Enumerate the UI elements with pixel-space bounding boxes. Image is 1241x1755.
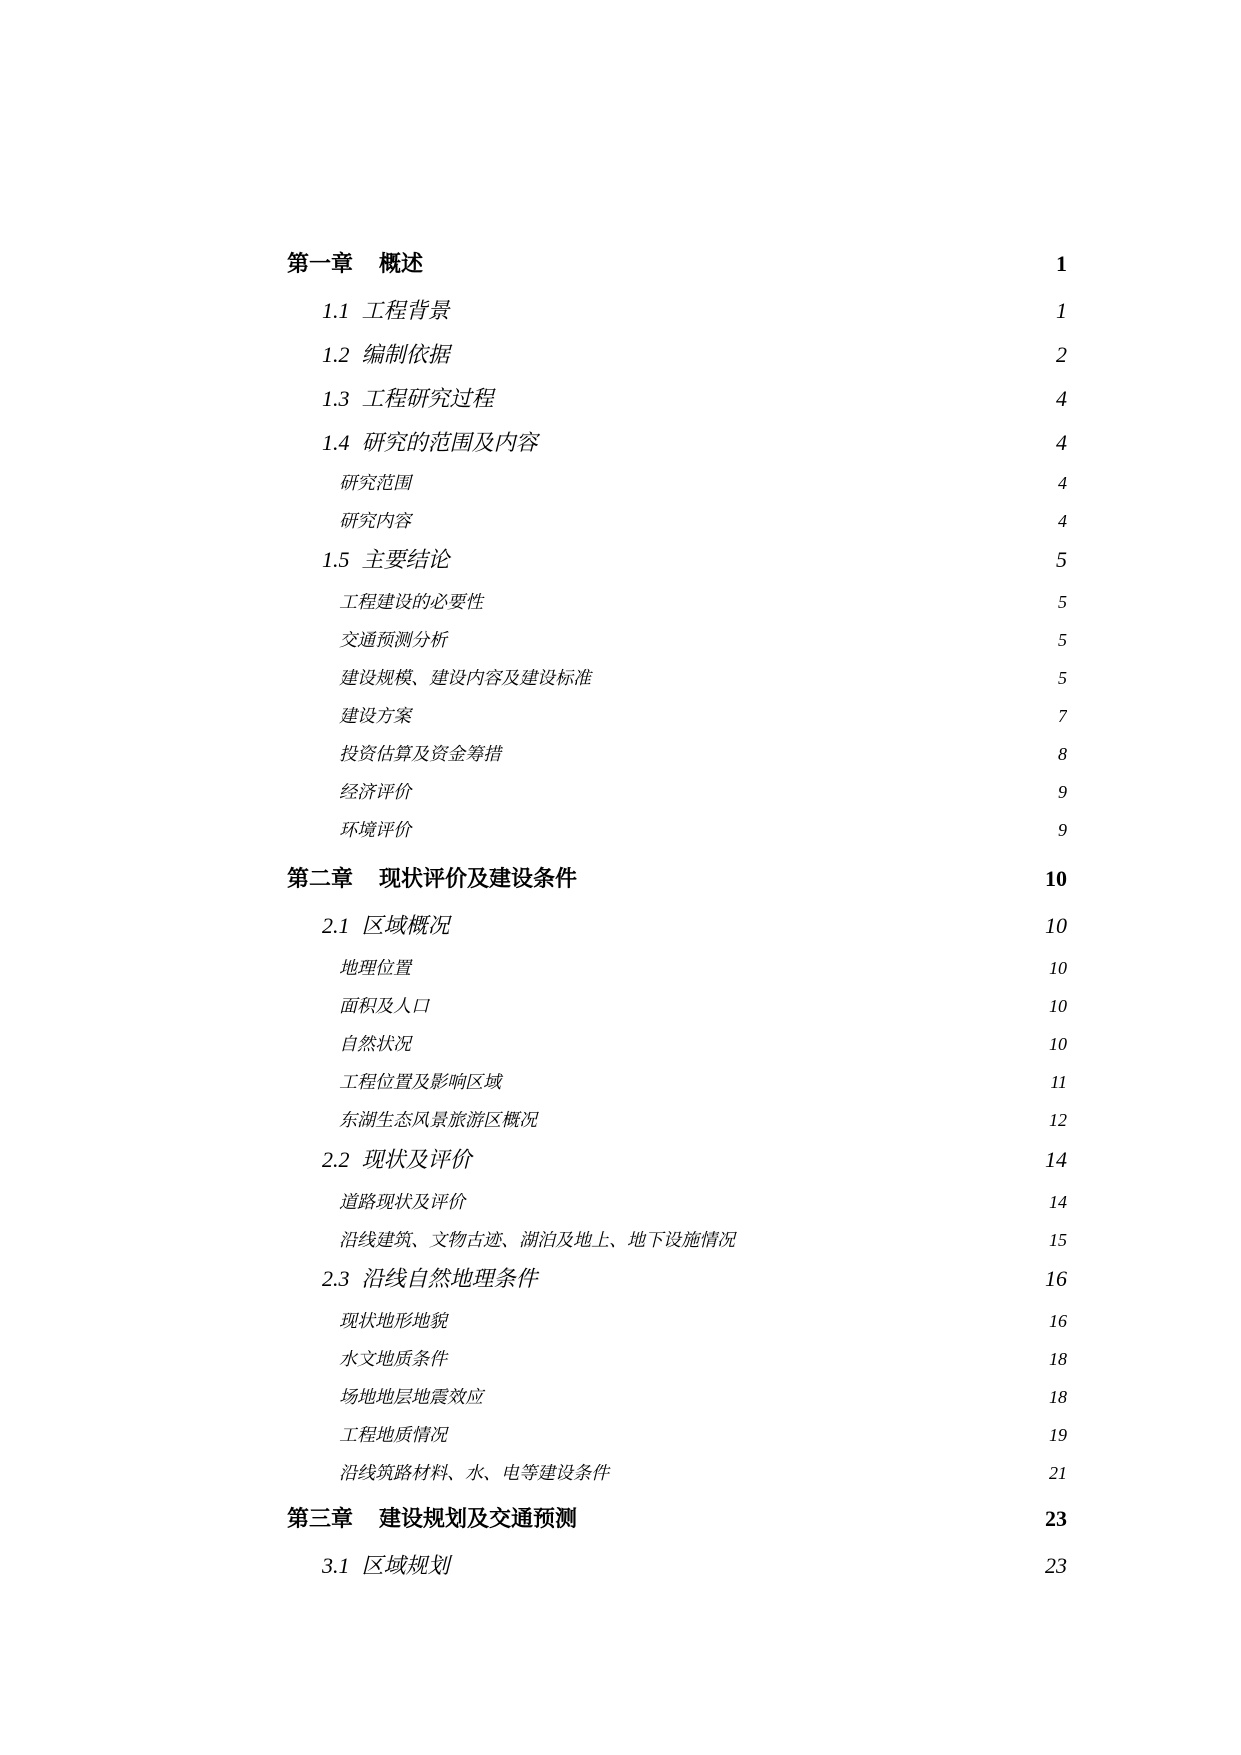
toc-page-number: 11 (1050, 1072, 1067, 1092)
toc-chapter-2[interactable] (287, 864, 1067, 894)
toc-entry-label: 2.3 沿线自然地理条件 (322, 1266, 538, 1291)
toc-entry-label: 沿线筑路材料、水、电等建设条件 (339, 1463, 609, 1483)
toc-entry-label: 水文地质条件 (339, 1349, 447, 1369)
toc-entry-label: 面积及人口 (339, 996, 429, 1016)
toc-page-number: 21 (1049, 1463, 1067, 1483)
toc-entry-label: 投资估算及资金筹措 (339, 744, 501, 764)
toc-section-1-3[interactable] (322, 384, 1067, 414)
toc-entry-label: 工程位置及影响区域 (339, 1072, 501, 1092)
toc-page-number: 16 (1049, 1311, 1067, 1331)
toc-entry-label: 交通预测分析 (339, 630, 447, 650)
toc-entry-label: 第三章 建设规划及交通预测 (287, 1506, 578, 1531)
toc-page-number: 7 (1058, 706, 1067, 726)
toc-entry-label: 1.1 工程背景 (322, 298, 450, 323)
toc-entry-label: 1.3 工程研究过程 (322, 386, 494, 411)
toc-page-number: 1 (1056, 251, 1067, 276)
toc-page-number: 10 (1049, 996, 1067, 1016)
toc-entry-label: 东湖生态风景旅游区概况 (339, 1110, 537, 1130)
toc-entry-label: 经济评价 (339, 782, 411, 802)
toc-page-number: 23 (1045, 1506, 1067, 1531)
toc-entry-label: 1.2 编制依据 (322, 342, 450, 367)
toc-entry-label: 工程地质情况 (339, 1425, 447, 1445)
toc-page-number: 10 (1049, 958, 1067, 978)
toc-entry-label: 环境评价 (339, 820, 411, 840)
toc-section-2-3[interactable] (322, 1264, 1067, 1294)
toc-page-number: 8 (1058, 744, 1067, 764)
toc-page-number: 4 (1058, 511, 1067, 531)
toc-entry-label: 场地地层地震效应 (339, 1387, 483, 1407)
toc-page-number: 1 (1056, 298, 1067, 323)
toc-subsection[interactable] (339, 1189, 1067, 1215)
toc-section-1-5[interactable] (322, 545, 1067, 575)
toc-page-number: 5 (1058, 592, 1067, 612)
toc-entry-label: 研究内容 (339, 511, 411, 531)
toc-page-number: 4 (1056, 430, 1067, 455)
toc-subsection[interactable] (339, 627, 1067, 653)
toc-section-1-1[interactable] (322, 296, 1067, 326)
toc-page-number: 2 (1056, 342, 1067, 367)
toc-section-1-2[interactable] (322, 340, 1067, 370)
toc-subsection[interactable] (339, 508, 1067, 534)
toc-entry-label: 2.2 现状及评价 (322, 1147, 472, 1172)
toc-subsection[interactable] (339, 1031, 1067, 1057)
toc-entry-label: 地理位置 (339, 958, 411, 978)
toc-subsection[interactable] (339, 779, 1067, 805)
toc-entry-label: 1.5 主要结论 (322, 547, 450, 572)
toc-subsection[interactable] (339, 1069, 1067, 1095)
toc-subsection[interactable] (339, 703, 1067, 729)
toc-page-number: 5 (1058, 630, 1067, 650)
toc-subsection[interactable] (339, 955, 1067, 981)
toc-section-2-1[interactable] (322, 911, 1067, 941)
toc-entry-label: 研究范围 (339, 473, 411, 493)
toc-page-number: 18 (1049, 1349, 1067, 1369)
toc-entry-label: 现状地形地貌 (339, 1311, 447, 1331)
toc-page-number: 9 (1058, 820, 1067, 840)
toc-subsection[interactable] (339, 1384, 1067, 1410)
toc-page-number: 16 (1045, 1266, 1067, 1291)
toc-subsection[interactable] (339, 741, 1067, 767)
toc-entry-label: 建设方案 (339, 706, 411, 726)
toc-section-3-1[interactable] (322, 1551, 1067, 1581)
toc-page-number: 5 (1058, 668, 1067, 688)
toc-page-number: 4 (1056, 386, 1067, 411)
toc-page-number: 10 (1049, 1034, 1067, 1054)
toc-subsection[interactable] (339, 1227, 1067, 1253)
toc-page-number: 9 (1058, 782, 1067, 802)
toc-chapter-1[interactable] (287, 249, 1067, 279)
toc-subsection[interactable] (339, 993, 1067, 1019)
toc-page-number: 14 (1045, 1147, 1067, 1172)
toc-chapter-3[interactable] (287, 1504, 1067, 1534)
toc-subsection[interactable] (339, 1107, 1067, 1133)
toc-entry-label: 道路现状及评价 (339, 1192, 465, 1212)
toc-entry-label: 3.1 区域规划 (322, 1553, 450, 1578)
toc-subsection[interactable] (339, 665, 1067, 691)
toc-entry-label: 工程建设的必要性 (339, 592, 483, 612)
toc-section-1-4[interactable] (322, 428, 1067, 458)
toc-page-number: 19 (1049, 1425, 1067, 1445)
toc-page-number: 4 (1058, 473, 1067, 493)
toc-entry-label: 沿线建筑、文物古迹、湖泊及地上、地下设施情况 (339, 1230, 735, 1250)
toc-section-2-2[interactable] (322, 1145, 1067, 1175)
toc-page-number: 12 (1049, 1110, 1067, 1130)
toc-subsection[interactable] (339, 1308, 1067, 1334)
toc-page-number: 23 (1045, 1553, 1067, 1578)
toc-subsection[interactable] (339, 1422, 1067, 1448)
toc-page-number: 18 (1049, 1387, 1067, 1407)
toc-entry-label: 1.4 研究的范围及内容 (322, 430, 538, 455)
toc-page-number: 14 (1049, 1192, 1067, 1212)
toc-entry-label: 2.1 区域概况 (322, 913, 450, 938)
toc-entry-label: 第一章 概述 (287, 251, 424, 276)
toc-subsection[interactable] (339, 817, 1067, 843)
toc-page-number: 10 (1045, 866, 1067, 891)
toc-subsection[interactable] (339, 1460, 1067, 1486)
toc-entry-label: 建设规模、建设内容及建设标准 (339, 668, 591, 688)
toc-entry-label: 第二章 现状评价及建设条件 (287, 866, 578, 891)
toc-page-number: 15 (1049, 1230, 1067, 1250)
toc-subsection[interactable] (339, 470, 1067, 496)
toc-entry-label: 自然状况 (339, 1034, 411, 1054)
toc-page-number: 10 (1045, 913, 1067, 938)
toc-subsection[interactable] (339, 589, 1067, 615)
toc-subsection[interactable] (339, 1346, 1067, 1372)
toc-page-number: 5 (1056, 547, 1067, 572)
